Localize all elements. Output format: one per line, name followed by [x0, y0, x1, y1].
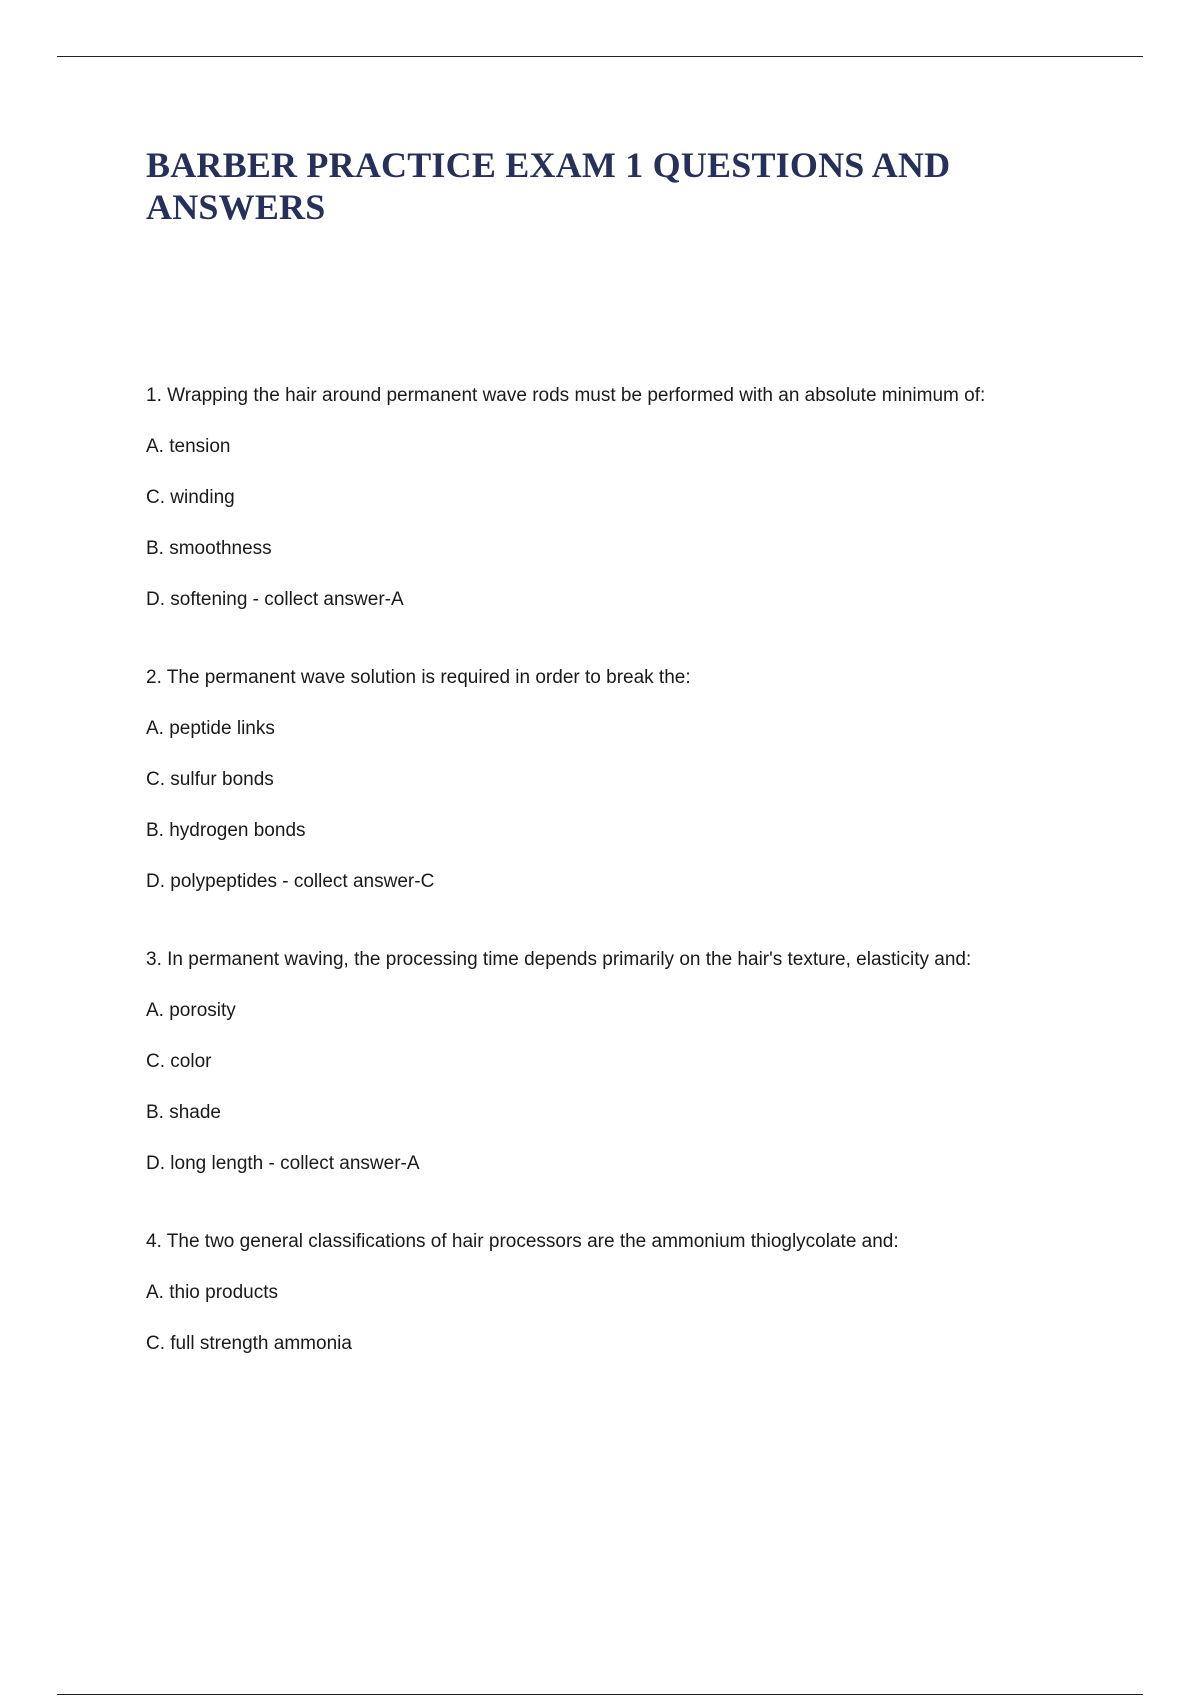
question-4: [146, 1230, 1146, 1356]
title-line-1: BARBER PRACTICE EXAM 1 QUESTIONS AND: [146, 145, 951, 185]
question-4-option-a: A. thio products: [146, 1282, 279, 1303]
question-1-option-d: D. softening - collect answer-A: [146, 589, 404, 610]
question-3-option-c: C. color: [146, 1051, 212, 1072]
question-1-text: 1. Wrapping the hair around permanent wave rods must be performed with an absolute minimum of:: [146, 385, 986, 406]
question-2: [146, 666, 1146, 894]
question-4-text: 4. The two general classifications of hair processors are the ammonium thioglycolate and:: [146, 1231, 899, 1252]
footer-rule: [57, 1694, 1143, 1695]
question-2-option-c: C. sulfur bonds: [146, 769, 274, 790]
question-1: [146, 384, 1146, 612]
header-rule: [57, 56, 1143, 57]
question-2-option-d: D. polypeptides - collect answer-C: [146, 871, 435, 892]
question-3-text: 3. In permanent waving, the processing time depends primarily on the hair's texture, elasticity and:: [146, 949, 972, 970]
question-3-option-b: B. shade: [146, 1102, 221, 1123]
question-2-option-a: A. peptide links: [146, 718, 275, 739]
question-1-option-b: B. smoothness: [146, 538, 272, 559]
question-2-option-b: B. hydrogen bonds: [146, 820, 306, 841]
question-1-option-a: A. tension: [146, 436, 231, 457]
title-line-2: ANSWERS: [146, 187, 326, 227]
document-title: [146, 144, 1046, 228]
question-2-text: 2. The permanent wave solution is required in order to break the:: [146, 667, 691, 688]
question-4-option-c: C. full strength ammonia: [146, 1333, 352, 1354]
question-3: [146, 948, 1146, 1176]
question-3-option-a: A. porosity: [146, 1000, 236, 1021]
question-list: [146, 384, 1146, 1410]
question-3-option-d: D. long length - collect answer-A: [146, 1153, 420, 1174]
question-1-option-c: C. winding: [146, 487, 235, 508]
